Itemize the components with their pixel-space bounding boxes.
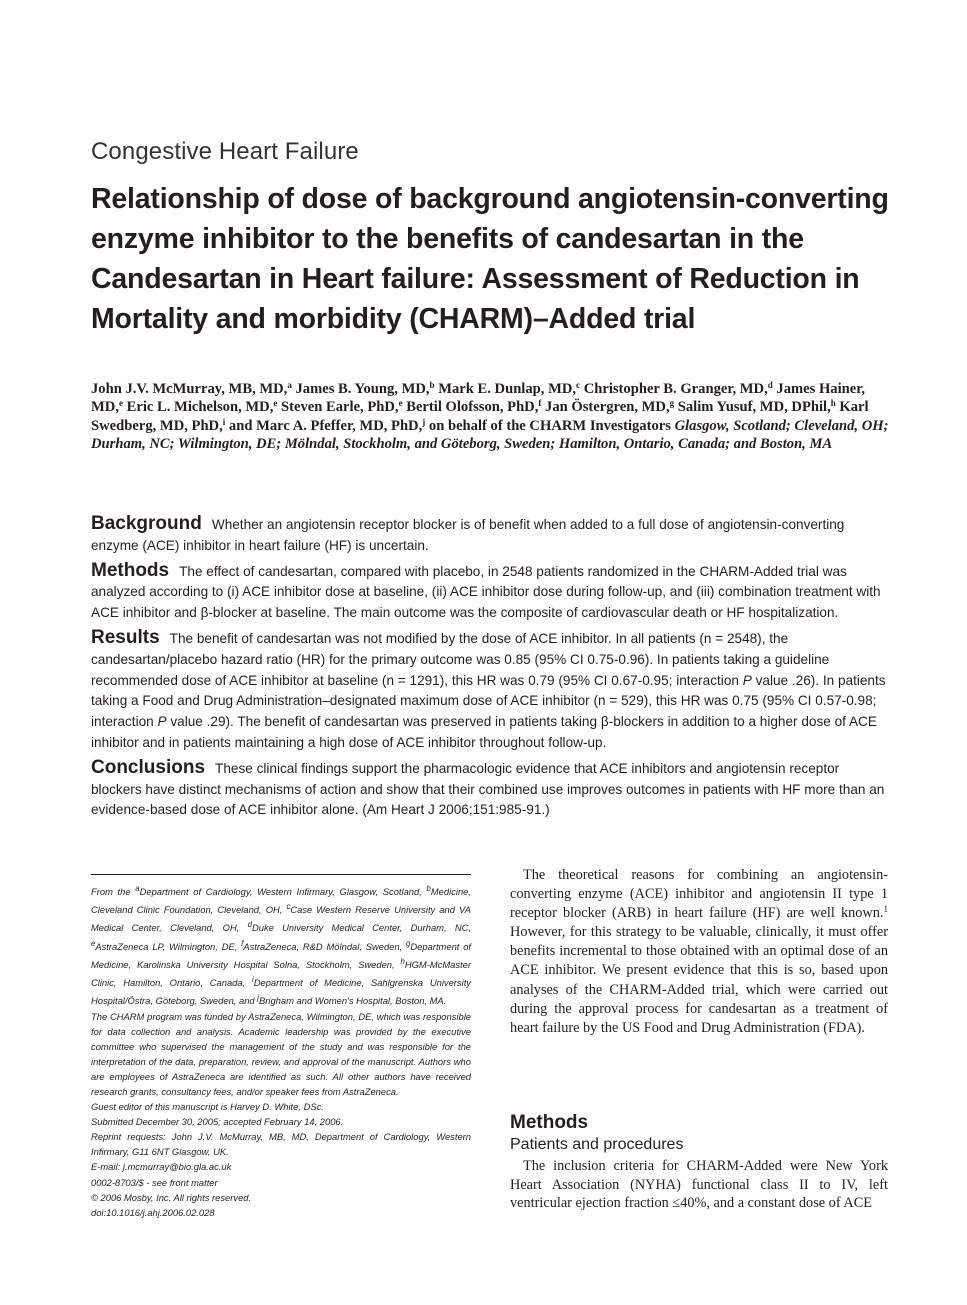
reference-mark[interactable]: 1 bbox=[883, 904, 888, 915]
author: Bertil Olofsson, PhD, bbox=[402, 399, 539, 416]
affiliation-mark: e bbox=[118, 398, 123, 409]
article-title: Relationship of dose of background angiotensin-converting enzyme inhibitor to the benefits of candesartan in the Candesartan in Heart failure: Assessment of Reduction in Mortality and morbidity (CHARM)–Added trial bbox=[91, 183, 889, 335]
submission-dates: Submitted December 30, 2005; accepted February 14, 2006. bbox=[91, 1116, 344, 1128]
affiliation-mark: b bbox=[429, 380, 435, 390]
author: James B. Young, MD, bbox=[291, 381, 430, 397]
author: Eric L. Michelson, MD, bbox=[122, 399, 274, 416]
intro-text: The theoretical reasons for combining an angiotensin-converting enzyme (ACE) inhibitor and angiotensin II type 1 receptor blocker (ARB) in heart failure (HF) are well known. bbox=[510, 867, 888, 922]
affiliation-mark: a bbox=[135, 884, 140, 893]
author: John J.V. McMurray, MB, MD, bbox=[91, 381, 288, 397]
footnote-text: Department of Cardiology, Western Infirmary, Glasgow, Scotland, bbox=[139, 886, 427, 898]
affiliation-mark: d bbox=[767, 380, 773, 390]
abstract-text: The effect of candesartan, compared with placebo, in 2548 patients randomized in the CHARM-Added trial was analyzed according to (i) ACE inhibitor dose at baseline, (ii) ACE inhibitor dose during follow-up, and (iii) combination treatment with ACE inhibitor and bbox=[91, 563, 881, 621]
issn-line: 0002-8703/$ - see front matter bbox=[91, 1176, 218, 1188]
affiliation-mark: i bbox=[222, 416, 226, 427]
footnote-text: Case Western Reserve University and VA Medical Center, Cleveland, OH, bbox=[91, 904, 471, 934]
abstract-text: -blocker at baseline. The main outcome was the composite of cardiovascular death or HF hospitalization. bbox=[208, 605, 839, 621]
author: Mark E. Dunlap, MD, bbox=[434, 381, 577, 397]
abstract-conclusions bbox=[91, 758, 888, 821]
footnote-text: Medicine, Cleveland Clinic Foundation, Cleveland, OH, bbox=[91, 886, 471, 916]
affiliation-mark: d bbox=[247, 920, 252, 930]
p-symbol: P bbox=[742, 672, 752, 688]
abstract-heading: Methods bbox=[91, 559, 170, 581]
affiliation-mark: e bbox=[91, 938, 96, 948]
author-locations: Glasgow, Scotland; Cleveland, OH; Durham, NC; Wilmington, DE; Mölndal, Stockholm, and Göteborg, Sweden; Hamilton, Ontario, Canada; and Boston, MA bbox=[91, 417, 889, 452]
affiliation-mark: h bbox=[830, 398, 836, 409]
methods-paragraph: The inclusion criteria for CHARM-Added were New York Heart Association (NYHA) functional class II to IV, left ventricular ejection fraction ≤40%, and a constant dose of ACE bbox=[510, 1158, 888, 1211]
affiliation-mark: f bbox=[538, 398, 542, 409]
methods-subheading: Patients and procedures bbox=[510, 1136, 684, 1153]
copyright-line: © 2006 Mosby, Inc. All rights reserved. bbox=[91, 1191, 252, 1203]
footnote-divider bbox=[91, 874, 471, 875]
author-group: on behalf of the CHARM Investigators bbox=[425, 417, 675, 434]
author-list bbox=[91, 380, 891, 453]
affiliations-footnote bbox=[91, 881, 471, 1009]
footnote-text: Brigham and Women's Hospital, Boston, MA. bbox=[259, 995, 447, 1007]
footnote-text: AstraZeneca LP, Wilmington, DE, bbox=[95, 940, 242, 952]
affiliation-mark: e bbox=[273, 398, 278, 409]
author: Jan Östergren, MD, bbox=[541, 399, 670, 416]
intro-text: However, for this strategy to be valuable, clinically, it must offer benefits incremental to those obtained with an optimal dose of an ACE inhibitor. We present evidence that this is so, based upon analyses of the CHARM-Added trial, which were carried out during the approval process for candesartan as a treatment of heart failure by the US Food and Drug Administration (FDA). bbox=[510, 924, 888, 1036]
author: Salim Yusuf, MD, DPhil, bbox=[674, 399, 831, 416]
footnote-text: Department of Medicine, Karolinska University Hospital Solna, Stockholm, Sweden, bbox=[91, 940, 472, 970]
abstract-text: value .29). The benefit of candesartan was preserved in patients taking bbox=[166, 714, 601, 730]
abstract-heading: Conclusions bbox=[91, 756, 206, 778]
contact-email[interactable]: E-mail: j.mcmurray@bio.gla.ac.uk bbox=[91, 1161, 232, 1173]
author: and Marc A. Pfeffer, MD, PhD, bbox=[225, 417, 423, 434]
abstract-text: Whether an angiotensin receptor blocker is of benefit when added to a full dose of angiotensin-converting enzyme (ACE) inhibitor in heart failure (HF) is uncertain. bbox=[91, 517, 845, 553]
methods-heading: Methods bbox=[510, 1112, 589, 1133]
affiliation-mark: c bbox=[576, 380, 581, 390]
author: Steven Earle, PhD, bbox=[277, 399, 399, 416]
abstract-background bbox=[91, 514, 888, 557]
affiliation-mark: i bbox=[251, 975, 254, 985]
abstract-methods bbox=[91, 561, 888, 624]
abstract bbox=[91, 514, 888, 825]
footnote-text: Duke University Medical Center, Durham, NC, bbox=[251, 922, 472, 934]
affiliation-mark: g bbox=[669, 398, 675, 409]
p-symbol: P bbox=[157, 714, 167, 730]
funding-footnote: The CHARM program was funded by AstraZeneca, Wilmington, DE, which was responsible for data collection and analysis. Academic leadership was provided by the executive committee who supervised the management of the study and was responsible for the interpretation of the data, preparation, review, and approval of the manuscript. Authors who are employees of AstraZeneca are identified as such. All other authors have received research grants, consultancy fees, and/or speaker fees from AstraZeneca. bbox=[91, 1010, 471, 1097]
abstract-text: value .26). In patients taking a Food and Drug Administration–designated maximum dose of ACE inhibitor (n = 529), this HR was 0.75 (95% CI 0.57-0.98; interaction bbox=[91, 672, 886, 730]
affiliation-mark: j bbox=[257, 993, 259, 1003]
affiliation-mark: c bbox=[286, 902, 291, 912]
intro-paragraph bbox=[510, 866, 888, 1038]
introduction bbox=[510, 866, 888, 1038]
affiliation-mark: j bbox=[422, 416, 426, 427]
footnote-text: HGM-McMaster Clinic, Hamilton, Ontario, Canada, bbox=[91, 959, 471, 989]
author: Karl Swedberg, MD, PhD, bbox=[91, 399, 869, 434]
guest-editor-footnote: Guest editor of this manuscript is Harvey D. White, DSc. bbox=[91, 1101, 324, 1113]
abstract-text: These clinical findings support the pharmacologic evidence that ACE inhibitors and angiotensin receptor blockers have distinct mechanisms of action and show that their combined use improves outcomes in patients with HF more than an evidence-based dose of ACE inhibitor alone. (Am Heart J 2006;151:985-91.) bbox=[91, 760, 885, 818]
affiliation-mark: b bbox=[426, 884, 431, 893]
doi-line[interactable]: doi:10.1016/j.ahj.2006.02.028 bbox=[91, 1206, 215, 1218]
beta-symbol: β bbox=[200, 605, 209, 621]
footnote-text: AstraZeneca, R&D Mölndal, Sweden, bbox=[243, 940, 407, 952]
abstract-heading: Results bbox=[91, 626, 160, 648]
methods-body bbox=[510, 1157, 888, 1213]
section-label: Congestive Heart Failure bbox=[91, 138, 359, 165]
abstract-results bbox=[91, 628, 888, 754]
author: James Hainer, MD, bbox=[91, 381, 866, 416]
beta-symbol: β bbox=[600, 714, 609, 730]
footnote-text: From the bbox=[91, 886, 136, 898]
affiliation-mark: h bbox=[400, 956, 405, 966]
abstract-heading: Background bbox=[91, 513, 202, 534]
affiliation-mark: f bbox=[241, 938, 244, 948]
affiliation-mark: e bbox=[398, 398, 403, 409]
affiliation-mark: g bbox=[406, 938, 411, 948]
abstract-text: -blockers in addition to a higher dose of ACE inhibitor and in patients maintaining a high dose of ACE inhibitor throughout follow-up. bbox=[91, 714, 877, 750]
abstract-text: The benefit of candesartan was not modified by the dose of ACE inhibitor. In all patients (n = 2548), the candesartan/placebo hazard ratio (HR) for the primary outcome was 0.85 (95% CI 0.75-0.96). In patients taking a guideline recommended dose of ACE inhibitor at baseline (n = 1291), this HR was 0.79 (95% CI 0.67-0.95; interaction bbox=[91, 630, 830, 688]
footnotes bbox=[91, 881, 471, 1220]
reprint-requests: Reprint requests: John J.V. McMurray, MB, MD, Department of Cardiology, Western Infirmary, G11 6NT Glasgow, UK. bbox=[91, 1131, 471, 1158]
author: Christopher B. Granger, MD, bbox=[580, 381, 768, 397]
affiliation-mark: a bbox=[287, 380, 292, 390]
footnote-text: Department of Medicine, Sahlgrenska University Hospital/Östra, Göteborg, Sweden, and bbox=[91, 977, 471, 1007]
